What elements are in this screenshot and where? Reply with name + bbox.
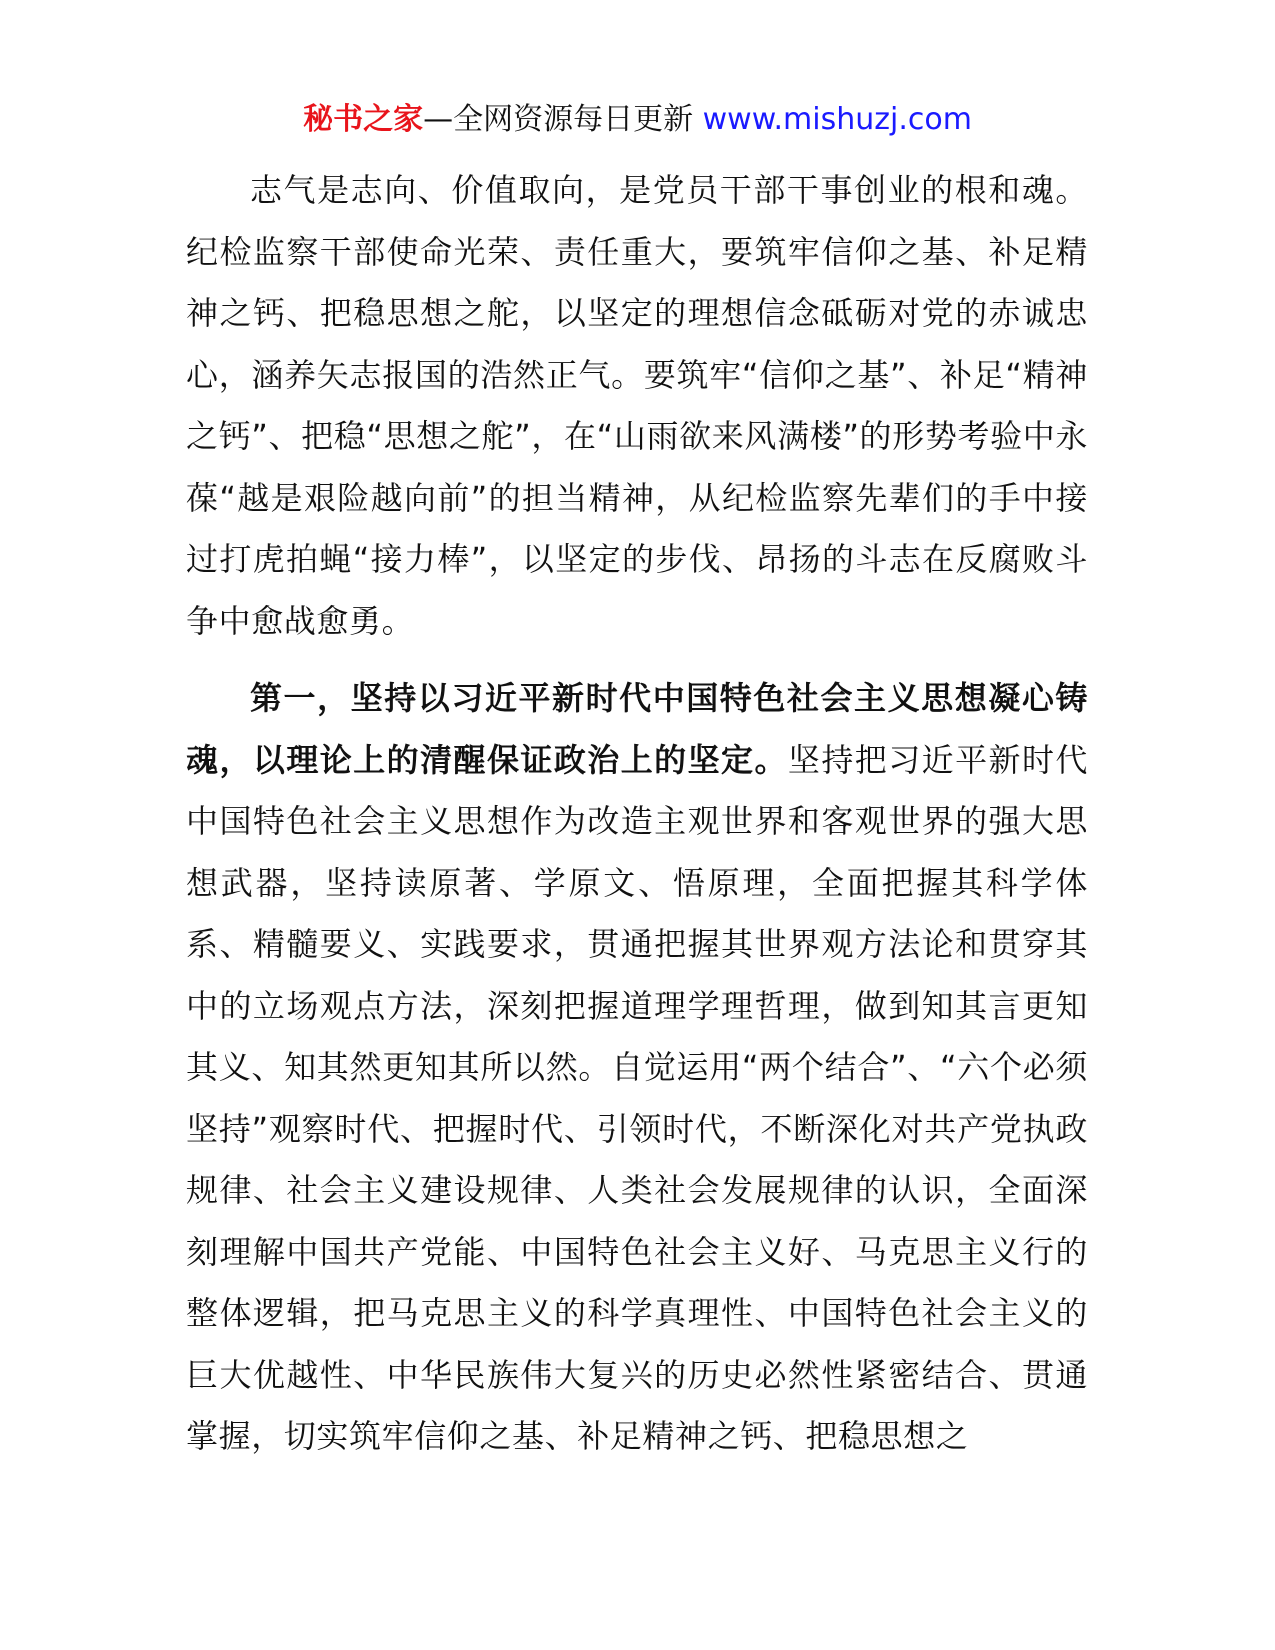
site-brand: 秘书之家 [303,102,424,137]
paragraph-lead: 第一，坚持以习近平新时代中国特色社会主义思想凝心铸魂，以理论上的清醒保证政治上的坚定。 [186,679,1088,779]
document-body [186,160,1088,1468]
paragraph-text: 坚持把习近平新时代中国特色社会主义思想作为改造主观世界和客观世界的强大思想武器，坚持读原著、学原文、悟原理，全面把握其科学体系、精髓要义、实践要求，贯通把握其世界观方法论和贯穿其中的立场观点方法，深刻把握道理学理哲理，做到知其言更知其义、知其然更知其所以然。自觉运用“两个结合”、“六个必须坚持”观察时代、把握时代、引领时代，不断深化对共产党执政规律、社会主义建设规律、人类社会发展规律的认识，全面深刻理解中国共产党能、中国特色社会主义好、马克思主义行的整体逻辑，把马克思主义的科学真理性、中国特色社会主义的巨大优越性、中华民族伟大复兴的历史必然性紧密结合、贯通掌握，切实筑牢信仰之基、补足精神之钙、把稳思想之 [186,740,1088,1455]
site-header [0,98,1275,142]
site-tagline: —全网资源每日更新 [423,102,703,137]
body-paragraph [186,668,1088,1468]
site-url-link[interactable]: www.mishuzj.com [702,102,972,137]
paragraph-text: 志气是志向、价值取向，是党员干部干事创业的根和魂。纪检监察干部使命光荣、责任重大，要筑牢信仰之基、补足精神之钙、把稳思想之舵，以坚定的理想信念砥砺对党的赤诚忠心，涵养矢志报国的浩然正气。要筑牢“信仰之基”、补足“精神之钙”、把稳“思想之舵”，在“山雨欲来风满楼”的形势考验中永葆“越是艰险越向前”的担当精神，从纪检监察先辈们的手中接过打虎拍蝇“接力棒”，以坚定的步伐、昂扬的斗志在反腐败斗争中愈战愈勇。 [186,171,1088,640]
body-paragraph [186,160,1088,652]
